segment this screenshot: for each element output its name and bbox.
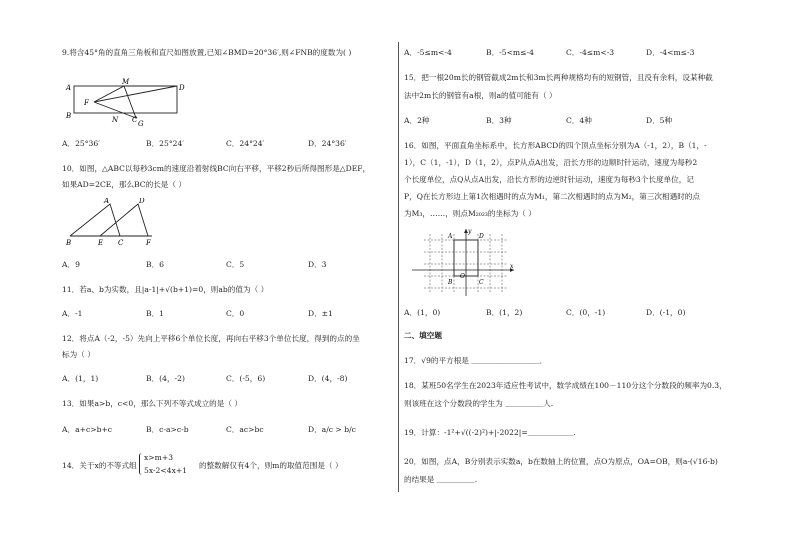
q12-stem-line2: 标为（ ）	[62, 350, 95, 359]
q16-option-b[interactable]: B．(1，2)	[486, 308, 523, 317]
q14-option-b[interactable]: B．-5<m≤-4	[486, 48, 534, 57]
q10-label-f: F	[146, 239, 151, 247]
q13-option-d[interactable]: D．a/c > b/c	[308, 425, 356, 434]
q12-option-b[interactable]: B．(4，-2)	[146, 374, 185, 383]
q11-stem: 11．若a、b为实数，且|a-1|+√(b+1)=0，则ab的值为（ ）	[62, 285, 269, 294]
q9-figure	[62, 76, 192, 134]
q15-option-b[interactable]: B．3种	[486, 116, 512, 125]
q16-label-y: y	[468, 228, 472, 235]
q11-option-c[interactable]: C．0	[226, 309, 245, 318]
q15-option-d[interactable]: D．5种	[646, 116, 673, 125]
q10-label-c: C	[118, 239, 124, 247]
q11-option-a[interactable]: A．-1	[62, 309, 83, 318]
q15-option-a[interactable]: A．2种	[404, 116, 430, 125]
q10-option-a[interactable]: A．9	[62, 260, 80, 269]
q12-option-a[interactable]: A．(1，1)	[62, 374, 99, 383]
q16-option-c[interactable]: C．(0，-1)	[566, 308, 606, 317]
q9-stem: 9.将含45°角的直角三角板和直尺如图放置,已知∠BMD=20°36′,则∠FNB的度数为( )	[62, 48, 352, 57]
section-heading-fill-in: 二、填空题	[404, 331, 442, 340]
q10-label-d: D	[139, 198, 145, 205]
q16-label-d: D	[479, 233, 484, 240]
q16-coordinate-figure	[402, 226, 520, 298]
q10-option-c[interactable]: C．5	[226, 260, 245, 269]
q9-label-f: F	[84, 99, 89, 107]
q12-stem-line1: 12．将点A（-2，-5）先向上平移6个单位长度，再向右平移3个单位长度，得到的点的坐	[62, 334, 360, 343]
q14-option-c[interactable]: C．-4≤m<-3	[566, 48, 615, 57]
q16-stem-line1: 16．如图，平面直角坐标系中，长方形ABCD的四个顶点坐标分别为A（-1，2），B（1，-	[404, 141, 707, 150]
q13-option-c[interactable]: C．ac>bc	[226, 425, 264, 434]
q12-option-c[interactable]: C．(-5，6)	[226, 374, 266, 383]
q14-option-a[interactable]: A．-5≤m<-4	[404, 48, 452, 57]
q9-label-a: A	[66, 84, 72, 92]
q10-figure	[62, 198, 162, 248]
q13-option-a[interactable]: A．a+c>b+c	[62, 425, 113, 434]
q10-stem-line2: 如果AD=2CE，那么BC的长是（ ）	[62, 180, 187, 189]
q9-label-c: C	[132, 116, 138, 124]
q9-option-d[interactable]: D．24°36′	[308, 139, 347, 148]
q10-label-a: A	[104, 198, 110, 205]
q16-option-a[interactable]: A．(1，0)	[404, 308, 441, 317]
q16-label-b: B	[448, 279, 453, 286]
q10-label-b: B	[66, 239, 72, 247]
q9-option-a[interactable]: A．25°36′	[62, 139, 100, 148]
q14-stem-pre: 14．关于x的不等式组	[62, 461, 137, 470]
q10-label-e: E	[98, 239, 104, 247]
q13-stem: 13．如果a>b，c<0，那么下列不等式成立的是（ ）	[62, 399, 242, 408]
q9-label-d: D	[179, 84, 185, 92]
q17-stem: 17．√9的平方根是 ＿＿＿＿＿＿＿＿＿．	[404, 356, 548, 365]
q16-label-x: x	[510, 263, 514, 270]
column-divider	[398, 42, 399, 492]
q20-stem-line2: 的结果是 ＿＿＿＿＿.	[404, 475, 478, 484]
q13-option-b[interactable]: B．c-a>c-b	[146, 425, 189, 434]
q20-stem-line1: 20．如图，点A，B分别表示实数a，b在数轴上的位置，点O为原点，OA=OB，则a-(√16-b)	[404, 457, 718, 466]
q16-label-o: O	[460, 273, 465, 280]
q14-system-line1: x>m+3	[144, 453, 174, 462]
q16-option-d[interactable]: D．(-1，0)	[646, 308, 686, 317]
q14-stem-post: 的整数解仅有4个，则m的取值范围是（ ）	[199, 461, 343, 470]
q16-stem-line5: 为M₃，……，则点M₂₀₂₃的坐标为（ ）	[404, 209, 536, 218]
q9-option-b[interactable]: B．25°24′	[146, 139, 185, 148]
q18-stem-line2: 则该班在这个分数段的学生为 ＿＿＿＿＿人.	[404, 399, 554, 408]
q9-option-c[interactable]: C．24°24′	[226, 139, 265, 148]
q14-brace	[139, 453, 143, 475]
q10-option-d[interactable]: D．3	[308, 260, 327, 269]
q16-stem-line4: P，Q在长方形边上第1次相遇时的点为M₁，第二次相遇时的点为M₂，第三次相遇时的点	[404, 192, 700, 201]
q9-label-n: N	[112, 116, 119, 124]
q14-option-d[interactable]: D．-4<m≤-3	[646, 48, 695, 57]
q12-option-d[interactable]: D．(4，-8)	[308, 374, 348, 383]
q16-label-c: C	[479, 279, 484, 286]
q10-option-b[interactable]: B．6	[146, 260, 165, 269]
q15-stem-line1: 15．把一根20m长的钢管截成2m长和3m长两种规格均有的短钢管，且没有余料，设某种截	[404, 73, 713, 82]
q18-stem-line1: 18．某班50名学生在2023年适应性考试中，数学成绩在100－110分这个分数段的频率为0.3，	[404, 381, 727, 390]
q11-option-d[interactable]: D．±1	[308, 309, 333, 318]
q9-label-m: M	[122, 78, 130, 86]
q15-stem-line2: 法中2m长的钢管有a根，则a的值可能有（ ）	[404, 91, 557, 100]
q9-label-b: B	[66, 112, 72, 120]
q19-stem: 19．计算：-1²+√((-2)²)+|-2022|=＿＿＿＿＿＿.	[404, 428, 576, 437]
q16-stem-line3: 个长度单位，点Q从点A出发，沿长方形的边逆时针运动，速度为每秒3个长度单位，记	[404, 175, 694, 184]
q14-system-line2: 5x-2<4x+1	[144, 466, 188, 475]
q16-stem-line2: 1），C（1，-1），D（1，2），点P从点A出发，沿长方形的边顺时针运动，速度为每秒2	[404, 158, 698, 167]
q15-option-c[interactable]: C．4种	[566, 116, 592, 125]
q9-label-g: G	[138, 120, 144, 128]
q11-option-b[interactable]: B．1	[146, 309, 165, 318]
q16-label-a: A	[448, 233, 453, 240]
q10-stem-line1: 10．如图，△ABC以每秒3cm的速度沿着射线BC向右平移，平移2秒后所得图形是△DEF，	[62, 164, 371, 173]
